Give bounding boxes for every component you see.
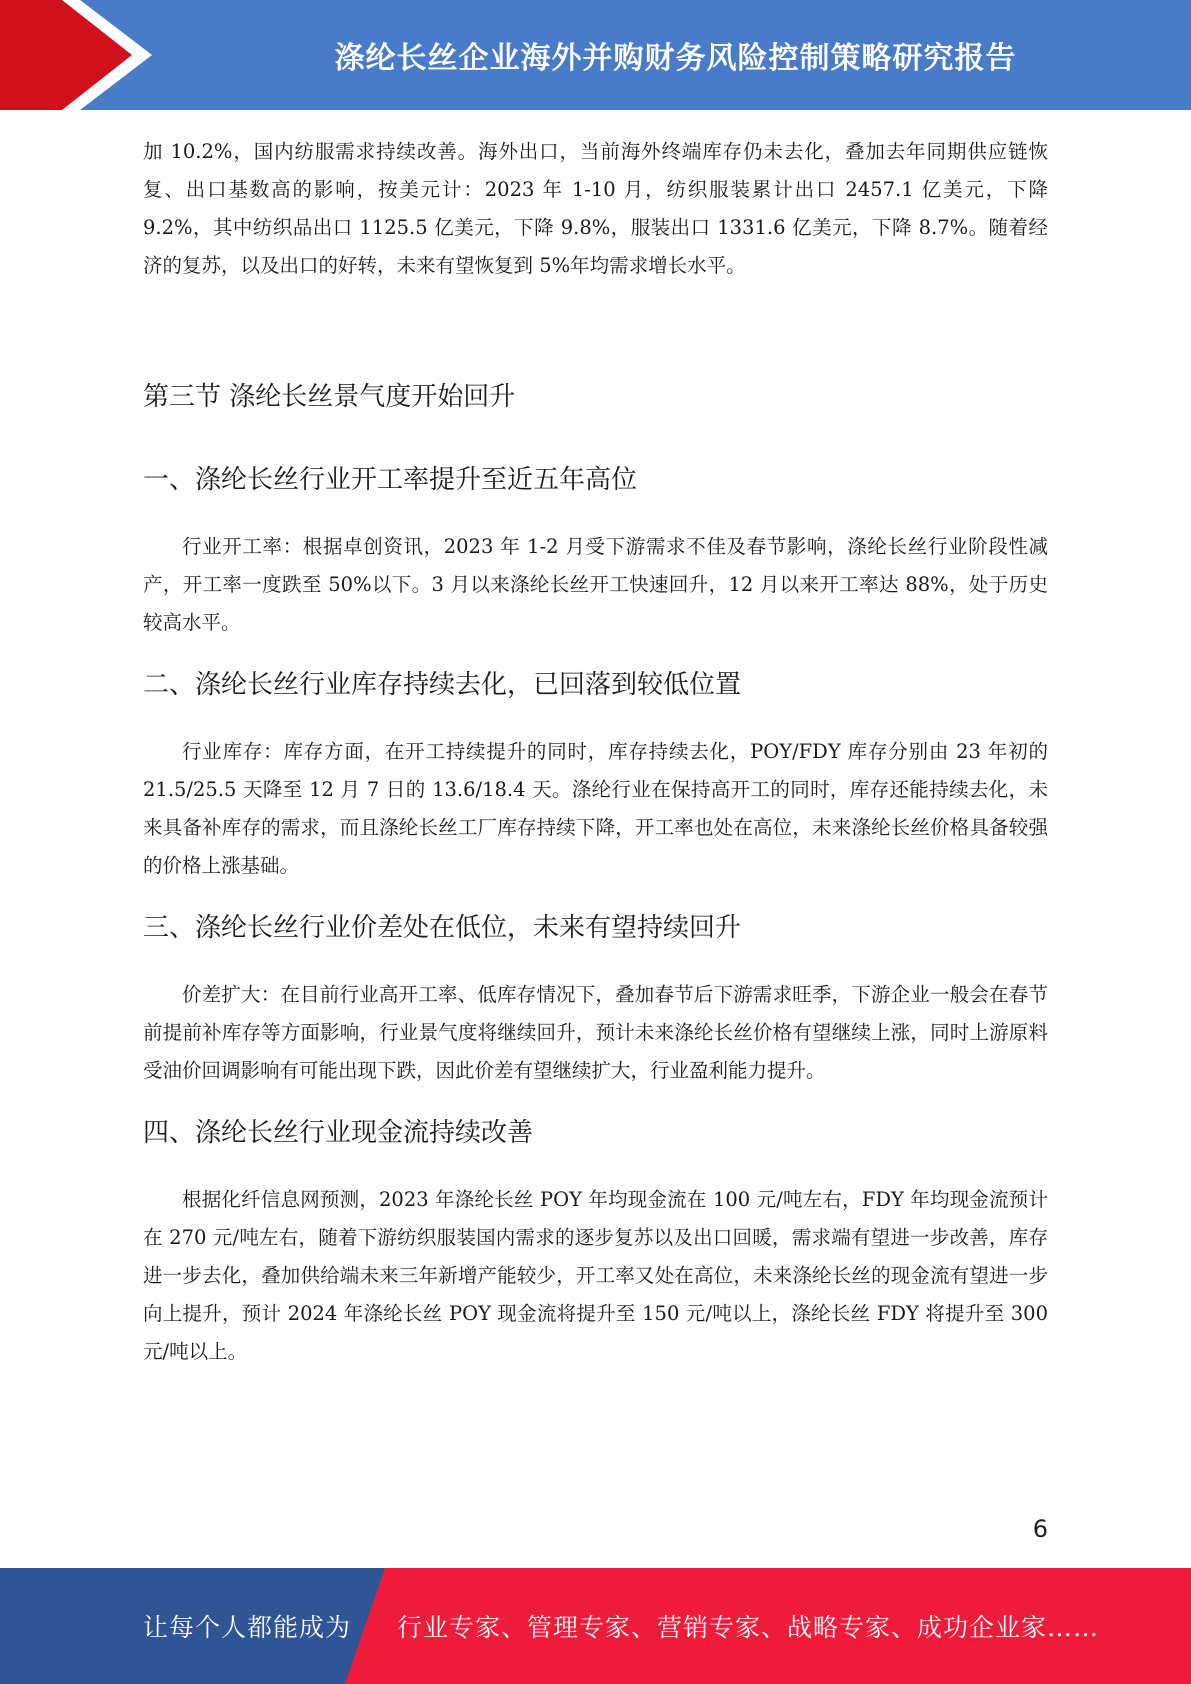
subsection-heading-4: 四、涤纶长丝行业现金流持续改善 — [143, 1118, 534, 1148]
page-content — [143, 133, 1048, 1371]
footer-slogan-left: 让每个人都能成为 — [143, 1613, 352, 1642]
report-header — [0, 0, 1191, 110]
subsection-heading-2: 二、涤纶长丝行业库存持续去化，已回落到较低位置 — [143, 670, 742, 700]
report-title: 涤纶长丝企业海外并购财务风险控制策略研究报告 — [334, 41, 1017, 76]
page-number: 6 — [1032, 1515, 1048, 1543]
intro-paragraph: 加 10.2%，国内纺服需求持续改善。海外出口，当前海外终端库存仍未去化，叠加去年同期供应链恢复、出口基数高的影响，按美元计：2023 年 1-10 月，纺织服装累计出口 2457.1 亿美元，下降 9.2%，其中纺织品出口 1125.5 亿美元，下降 9.8%，服装出口 1331.6 亿美元，下降 8.7%。随着经济的复苏，以及出口的好转，未来有望恢复到 5%年均需求增长水平。 — [143, 140, 1048, 277]
subsection-paragraph-3: 价差扩大：在目前行业高开工率、低库存情况下，叠加春节后下游需求旺季，下游企业一般会在春节前提前补库存等方面影响，行业景气度将继续回升，预计未来涤纶长丝价格有望继续上涨，同时上游原料受油价回调影响有可能出现下跌，因此价差有望继续扩大，行业盈利能力提升。 — [143, 983, 1048, 1082]
subsection-heading-1: 一、涤纶长丝行业开工率提升至近五年高位 — [143, 465, 638, 495]
subsection-paragraph-4: 根据化纤信息网预测，2023 年涤纶长丝 POY 年均现金流在 100 元/吨左右，FDY 年均现金流预计在 270 元/吨左右，随着下游纺织服装国内需求的逐步复苏以及出口回暖，需求端有望进一步改善，库存进一步去化，叠加供给端未来三年新增产能较少，开工率又处在高位，未来涤纶长丝的现金流有望进一步向上提升，预计 2024 年涤纶长丝 POY 现金流将提升至 150 元/吨以上，涤纶长丝 FDY 将提升至 300 元/吨以上。 — [143, 1188, 1048, 1363]
subsection-paragraph-1: 行业开工率：根据卓创资讯，2023 年 1-2 月受下游需求不佳及春节影响，涤纶长丝行业阶段性减产，开工率一度跌至 50%以下。3 月以来涤纶长丝开工快速回升，12 月以来开工率达 88%，处于历史较高水平。 — [143, 535, 1048, 634]
footer-slogan-right: 行业专家、管理专家、营销专家、战略专家、成功企业家…… — [397, 1613, 1100, 1642]
subsection-heading-3: 三、涤纶长丝行业价差处在低位，未来有望持续回升 — [143, 913, 742, 943]
header-arrow-icon — [0, 0, 160, 110]
section-title: 第三节 涤纶长丝景气度开始回升 — [143, 382, 516, 412]
subsection-paragraph-2: 行业库存：库存方面，在开工持续提升的同时，库存持续去化，POY/FDY 库存分别由 23 年初的 21.5/25.5 天降至 12 月 7 日的 13.6/18.4 天。涤纶行业在保持高开工的同时，库存还能持续去化，未来具备补库存的需求，而且涤纶长丝工厂库存持续下降，开工率也处在高位，未来涤纶长丝价格具备较强的价格上涨基础。 — [143, 740, 1048, 877]
report-footer — [0, 1568, 1191, 1684]
